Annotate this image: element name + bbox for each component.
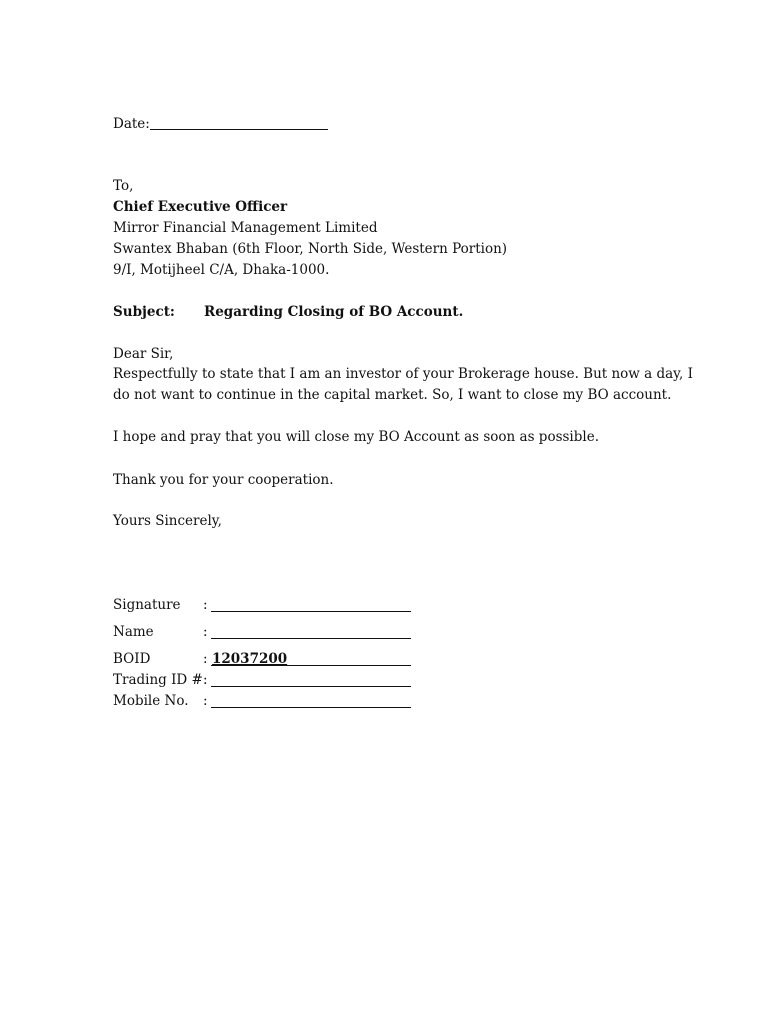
trading-id-colon: : xyxy=(203,672,208,688)
salutation: Dear Sir, xyxy=(113,346,174,362)
body-paragraph-2: I hope and pray that you will close my BO Account as soon as possible. xyxy=(113,429,599,445)
subject-text: Regarding Closing of BO Account. xyxy=(204,304,464,320)
body-paragraph-1: Respectfully to state that I am an investor of your Brokerage house. But now a day, I do not want to continue in the capital market. So, I want to close my BO account. xyxy=(113,366,693,403)
trading-id-blank-line[interactable] xyxy=(211,686,411,687)
mobile-colon: : xyxy=(203,693,208,709)
subject-label: Subject: xyxy=(113,304,175,320)
name-label: Name xyxy=(113,624,154,640)
closing-line: Yours Sincerely, xyxy=(113,513,222,529)
recipient-address-line1: Swantex Bhaban (6th Floor, North Side, Western Portion) xyxy=(113,241,508,257)
mobile-blank-line[interactable] xyxy=(211,707,411,708)
date-blank-line[interactable] xyxy=(150,129,328,130)
date-label: Date: xyxy=(113,116,150,132)
boid-label: BOID xyxy=(113,651,151,667)
mobile-label: Mobile No. xyxy=(113,693,189,709)
recipient-address-line2: 9/I, Motijheel C/A, Dhaka-1000. xyxy=(113,262,330,278)
recipient-title: Chief Executive Officer xyxy=(113,199,288,215)
signature-colon: : xyxy=(203,597,208,613)
address-to: To, xyxy=(113,178,134,194)
trading-id-label: Trading ID # xyxy=(113,672,203,688)
signature-label: Signature xyxy=(113,597,181,613)
boid-blank-line[interactable] xyxy=(211,665,411,666)
recipient-company: Mirror Financial Management Limited xyxy=(113,220,378,236)
thanks-line: Thank you for your cooperation. xyxy=(113,472,334,488)
boid-colon: : xyxy=(203,651,208,667)
name-blank-line[interactable] xyxy=(211,638,411,639)
name-colon: : xyxy=(203,624,208,640)
signature-blank-line[interactable] xyxy=(211,611,411,612)
boid-value: 12037200 xyxy=(212,651,288,667)
